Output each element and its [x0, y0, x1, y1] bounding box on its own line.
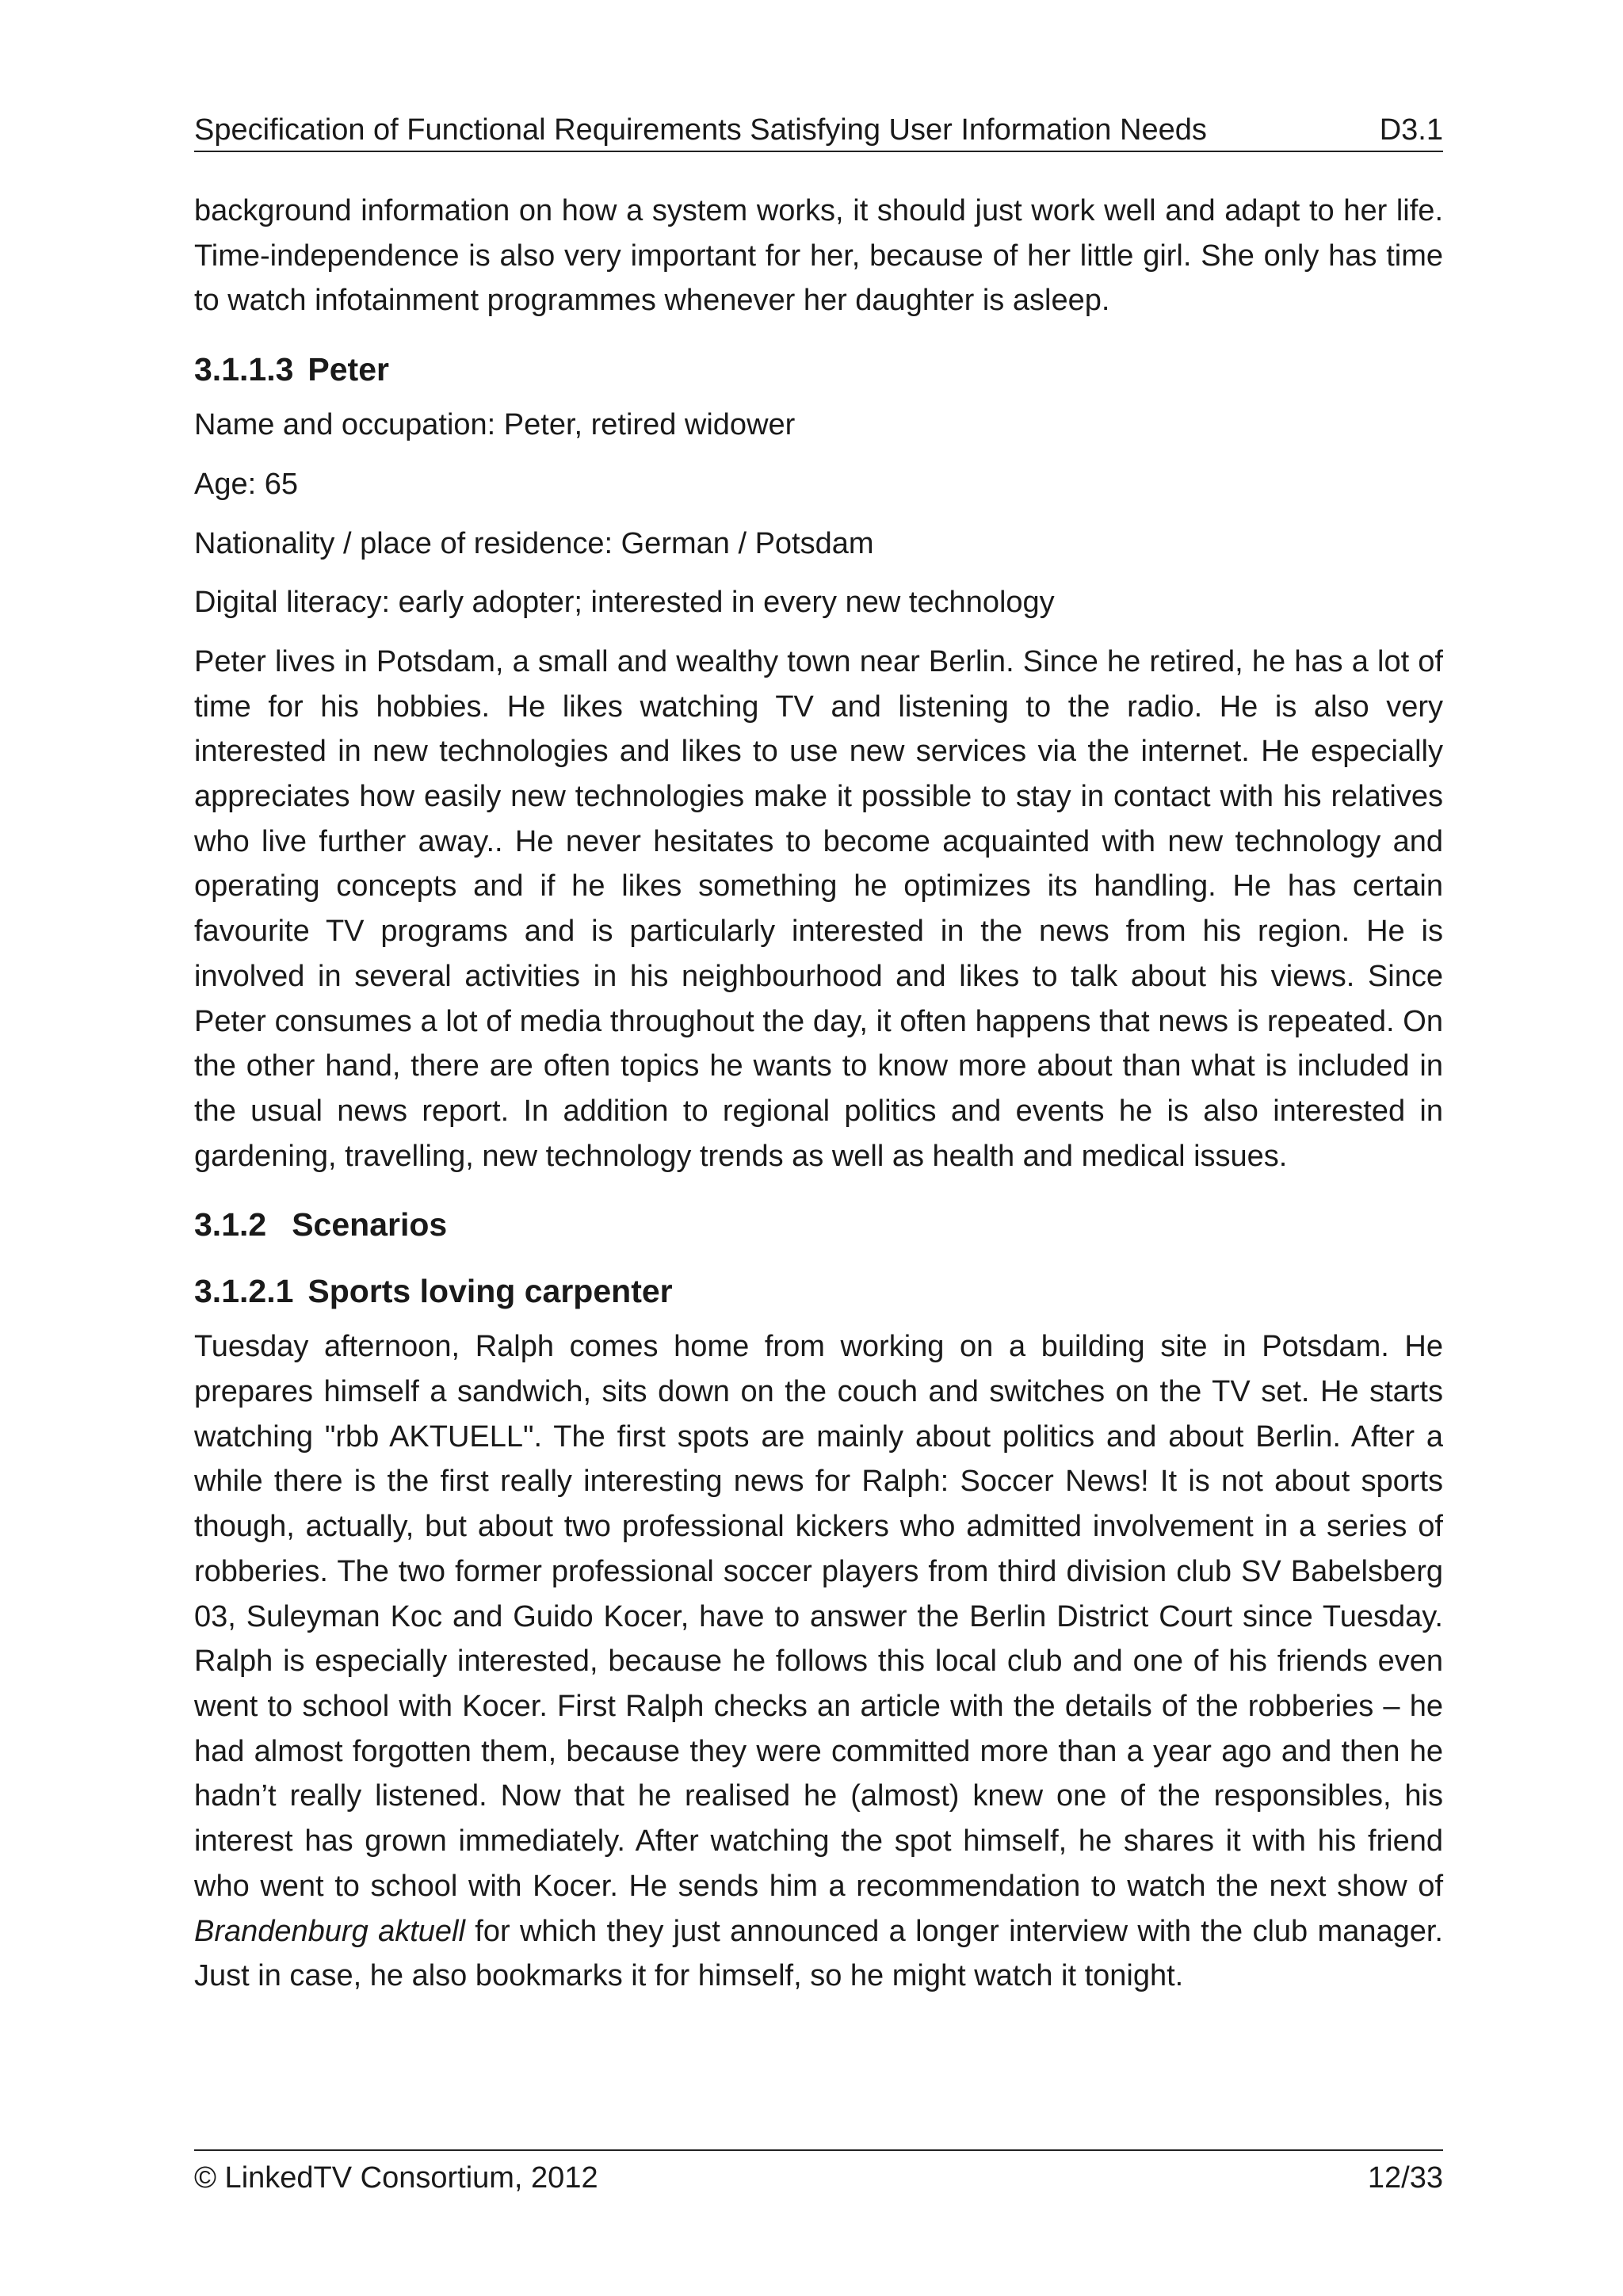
heading-number: 3.1.2.1	[194, 1273, 294, 1310]
heading-number: 3.1.1.3	[194, 351, 294, 388]
copyright-notice: © LinkedTV Consortium, 2012	[194, 2161, 598, 2195]
heading-title: Sports loving carpenter	[307, 1273, 673, 1310]
heading-title: Peter	[307, 351, 389, 388]
heading-number: 3.1.2	[194, 1206, 267, 1244]
heading-peter	[194, 347, 1443, 392]
peter-age: Age: 65	[194, 467, 298, 501]
heading-title: Scenarios	[292, 1206, 448, 1244]
document-title: Specification of Functional Requirements Satisfying User Information Needs	[194, 113, 1207, 147]
page-number: 12/33	[1367, 2161, 1443, 2195]
heading-sports-loving-carpenter	[194, 1269, 1443, 1313]
page-footer	[194, 2149, 1443, 2199]
peter-digital-literacy: Digital literacy: early adopter; interested in every new technology	[194, 586, 1055, 620]
page-content	[194, 189, 1443, 1999]
scenario-text-part-1: Tuesday afternoon, Ralph comes home from working on a building site in Potsdam. He prepares himself a sandwich, sits down on the couch and switches on the TV set. He starts watching "rbb AKTUELL". The first spots are mainly about politics and about Berlin. After a while there is the first really interesting news for Ralph: Soccer News! It is not about sports though, actually, but about two professional kickers who admitted involvement in a series of robberies. The two former professional soccer players from third division club SV Babelsberg 03, Suleyman Koc and Guido Kocer, have to answer the Berlin District Court since Tuesday. Ralph is especially interested, because he follows this local club and one of his friends even went to school with Kocer. First Ralph checks an article with the details of the robberies – he had almost forgotten them, because they were committed more than a year ago and then he hadn’t really listened. Now that he realised he (almost) knew one of the responsibles, his interest has grown immediately. After watching the spot himself, he shares it with his friend who went to school with Kocer. He sends him a recommendation to watch the next show of	[194, 1330, 1443, 1903]
page-header	[194, 109, 1443, 152]
intro-paragraph: background information on how a system works, it should just work well and adapt to her life. Time-independence is also very important for her, because of her little girl. She only has time to watch infotainment programmes whenever her daughter is asleep.	[194, 194, 1443, 318]
carpenter-scenario-paragraph	[194, 1324, 1443, 1999]
peter-description: Peter lives in Potsdam, a small and wealthy town near Berlin. Since he retired, he has a lot of time for his hobbies. He likes watching TV and listening to the radio. He is also very interested in new technologies and likes to use new services via the internet. He especially appreciates how easily new technologies make it possible to stay in contact with his relatives who live further away.. He never hesitates to become acquainted with new technology and operating concepts and if he likes something he optimizes its handling. He has certain favourite TV programs and is particularly interested in the news from his region. He is involved in several activities in his neighbourhood and likes to talk about his views. Since Peter consumes a lot of media throughout the day, it often happens that news is repeated. On the other hand, there are often topics he wants to know more about than what is included in the usual news report. In addition to regional politics and events he is also interested in gardening, travelling, new technology trends as well as health and medical issues.	[194, 644, 1443, 1173]
heading-scenarios	[194, 1202, 1443, 1247]
peter-name-occupation: Name and occupation: Peter, retired widower	[194, 408, 796, 442]
scenario-text-part-2: for which they just announced a longer interview with the club manager. Just in case, he also bookmarks it for himself, so he might watch it tonight.	[194, 1914, 1443, 1993]
peter-nationality: Nationality / place of residence: German / Potsdam	[194, 526, 874, 560]
document-id: D3.1	[1379, 113, 1443, 147]
show-title-brandenburg-aktuell: Brandenburg aktuell	[194, 1914, 465, 1948]
